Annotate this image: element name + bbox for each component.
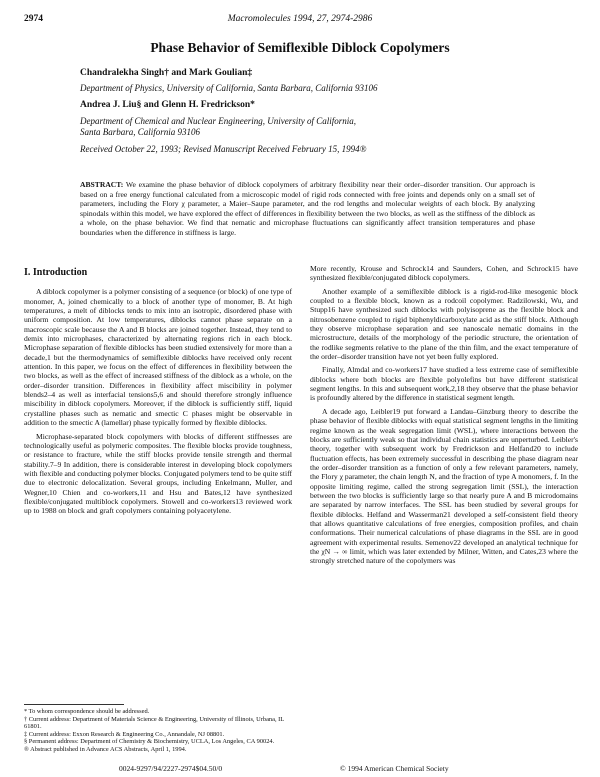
intro-paragraph: Finally, Almdal and co-workers17 have studied a less extreme case of semiflexible diblocks where both blocks are flexible polyolefins but have different statistical segment lengths. In this and subsequent work,2,18 they observe that the phase behavior is profoundly altered by the difference in statistical segment length. xyxy=(310,365,578,403)
intro-paragraph: Microphase-separated block copolymers with blocks of different stiffnesses are technologically useful as polymeric composites. The flexible blocks provide toughness, or resistance to fracture, while the stiff blocks provide tensile strength and thermal stability.7–9 In addition, there is considerable interest in developing block copolymers with flexible and conducting polymer blocks. Conjugated polymers tend to be quite stiff due to electronic delocalization. Several groups, including Enkelmann, Muller, and Wegner,10 Chien and co-workers,11 and Hsu and Bates,12 have synthesized flexible/conjugated multiblock copolymers. Stowell and co-workers13 reviewed work up to 1988 on block and graft copolymers containing polyacetylene. xyxy=(24,431,292,516)
article-code: 0024-9297/94/2227-2974$04.50/0 xyxy=(119,764,223,773)
footnote: * To whom correspondence should be addressed. xyxy=(24,708,150,715)
abstract xyxy=(80,180,535,238)
running-header xyxy=(24,14,576,28)
abstract-label: ABSTRACT: xyxy=(80,180,124,189)
footnote: ‡ Current address: Exxon Research & Engineering Co., Annandale, NJ 08801. xyxy=(24,730,225,738)
page-number: 2974 xyxy=(24,14,43,24)
copyright-notice: © 1994 American Chemical Society xyxy=(340,764,449,773)
abstract-text: We examine the phase behavior of diblock copolymers of arbitrary flexibility near their order–disorder transition. Our approach is based on a free energy functional calculated from a microscopic model of rigid rods connected with free joints and depends only on a small set of parameters, including the Flory χ parameter, a Maier–Saupe parameter, and the rod lengths and molecular weights of each block. By analyzing spinodals within this model, we have explored the effect of differences in flexibility between the two blocks, as well as the stiffness of the diblock as a whole, on the phase behavior. We find that nematic and microphase fluctuations can significantly affect transition temperatures and phase boundaries when the difference in stiffness is large. xyxy=(80,180,535,237)
page-footer xyxy=(24,764,576,774)
footnote: † Current address: Department of Materials Science & Engineering, University of Illinois, Urbana, IL 61801. xyxy=(24,715,284,731)
footnote-divider xyxy=(24,704,124,705)
journal-citation: Macromolecules 1994, 27, 2974-2986 xyxy=(227,14,373,24)
paper-title: Phase Behavior of Semiflexible Diblock Copolymers xyxy=(150,40,450,55)
intro-paragraph: More recently, Krouse and Schrock14 and Saunders, Cohen, and Schrock15 have synthesized flexible/conjugated diblock copolymers. xyxy=(310,264,578,283)
received-dates: Received October 22, 1993; Revised Manuscript Received February 15, 1994® xyxy=(80,144,367,154)
authors-group-2: Andrea J. Liu§ and Glenn H. Fredrickson* xyxy=(80,100,255,110)
affiliation-2-line-1: Department of Chemical and Nuclear Engineering, University of California, xyxy=(80,116,356,126)
intro-paragraph: Another example of a semiflexible diblock is a rigid-rod-like mesogenic block coupled to a flexible block, known as a rodcoil copolymer. Radzilowski, Wu, and Stupp16 have synthesized such diblocks with polyisoprene as the flexible block and nitrosobenzene coupled to rigid biphenyldicarboxylate acid as the stiff block. Although they observe microphase separation and see nanoscale nematic domains in the microstructure, details of the morphology of the periodic structure, the orientation of the rodlike segments relative to the plane of the thin film, and the exact temperature of the order–disorder transition have not yet been fully explored. xyxy=(310,286,578,362)
right-column xyxy=(310,264,578,570)
footnote: ® Abstract published in Advance ACS Abstracts, April 1, 1994. xyxy=(24,745,187,753)
authors-group-1: Chandralekha Singh† and Mark Goulian‡ xyxy=(80,68,253,78)
footnotes xyxy=(24,708,292,754)
affiliation-1: Department of Physics, University of California, Santa Barbara, California 93106 xyxy=(80,83,378,93)
section-heading: I. Introduction xyxy=(24,267,88,278)
intro-paragraph: A diblock copolymer is a polymer consisting of a sequence (or block) of one type of monomer, A, joined chemically to a block of another type of monomer, B. At high temperatures, a melt of diblocks tends to mix into an isotropic, disordered phase with uniform composition. At low temperatures, diblocks cannot phase separate on a macroscopic scale because the A and B blocks are joined together. Instead, they tend to demix into microphases, characterized by alternating regions rich in each block. Microphase separation of flexible diblocks has been studied extensively for more than a decade,1 but the thermodynamics of semiflexible diblocks have received only recent attention. In this paper, we focus on the effect of differences in flexibility between the two blocks, as well as the effect of increased stiffness of the diblock as a whole, on the order–disorder transition. Differences in flexibility affect miscibility in polymer blends2–4 as well as interfacial tensions5,6 and should therefore strongly influence miscibility in diblock copolymers. Moreover, if the diblock is sufficiently stiff, liquid crystalline phases such as nematic and smectic C phases might be observable in addition to the smectic A (lamellar) phase typically formed by flexible diblocks. xyxy=(24,287,292,428)
footnote: § Permanent address: Department of Chemistry & Biochemistry, UCLA, Los Angeles, CA 90024. xyxy=(24,738,275,746)
left-column xyxy=(24,264,292,520)
intro-paragraph: A decade ago, Leibler19 put forward a Landau–Ginzburg theory to describe the phase behavior of flexible diblocks with equal statistical segment lengths in the limiting regime known as the weak segregation limit (WSL), where interactions between the blocks are sufficiently weak so that individual chain statistics are unperturbed. Leibler's theory, together with subsequent work by Fredrickson and Helfand20 to include fluctuation effects, has been extremely successful in describing the phase diagram near the order–disorder transition as a function of only a few relevant parameters, namely, the Flory χ parameter, the chain length N, and the fraction of type A monomers, f. In the opposite limiting regime, called the strong segregation limit (SSL), the interaction between the two blocks is sufficiently large so that nearly pure A and B microdomains are separated by narrow interfaces. The SSL has been studied by several groups for flexible diblocks. Helfand and Wasserman21 developed a self-consistent field theory that allows quantitative calculations of free energies, composition profiles, and chain conformations. Their numerical calculations of phase diagrams in the SSL are in good agreement with experimental results. Semenov22 developed an analytical technique for the χN → ∞ limit, which was later extended by Milner, Witten, and Cates,23 where the strongly stretched nature of the copolymers was xyxy=(310,406,578,566)
affiliation-2-line-2: Santa Barbara, California 93106 xyxy=(80,127,201,137)
